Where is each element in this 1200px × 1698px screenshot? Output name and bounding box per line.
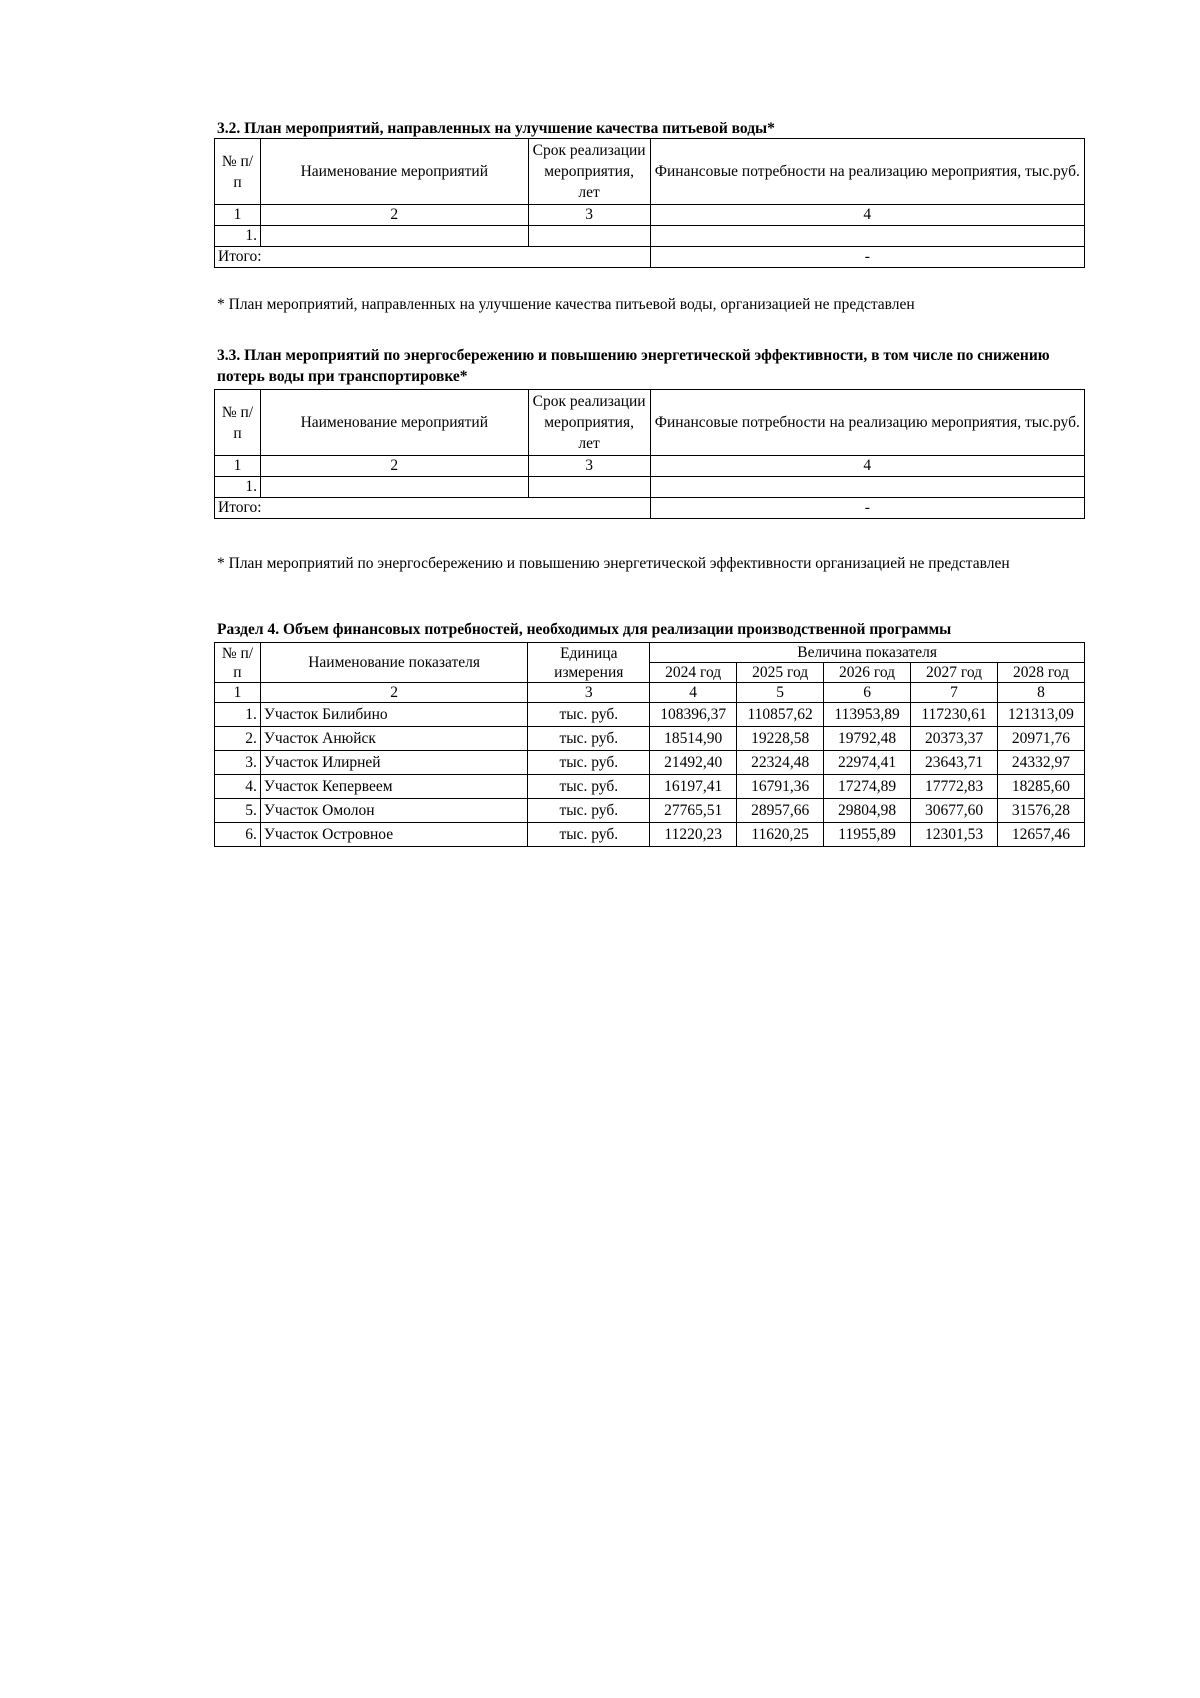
table-header-row [215, 643, 1085, 663]
col-number: 5 [737, 683, 824, 703]
row-value: 117230,61 [911, 703, 998, 727]
header-name: Наименование мероприятий [260, 139, 528, 205]
row-finance [650, 226, 1084, 247]
header-value-group: Величина показателя [650, 643, 1085, 663]
row-num: 1. [215, 703, 261, 727]
header-year: 2026 год [824, 663, 911, 683]
row-value: 29804,98 [824, 799, 911, 823]
row-unit: тыс. руб. [528, 751, 650, 775]
row-value: 108396,37 [650, 703, 737, 727]
row-value: 31576,28 [997, 799, 1084, 823]
header-finance: Финансовые потребности на реализацию мероприятия, тыс.руб. [650, 390, 1084, 456]
total-row [215, 247, 1085, 268]
row-unit: тыс. руб. [528, 703, 650, 727]
section-4-title: Раздел 4. Объем финансовых потребностей, необходимых для реализации производственной программы [217, 621, 952, 638]
row-unit: тыс. руб. [528, 799, 650, 823]
row-finance [650, 477, 1084, 498]
col-number: 2 [260, 456, 528, 477]
row-num: 5. [215, 799, 261, 823]
col-number: 3 [528, 456, 650, 477]
total-label: Итого: [215, 498, 651, 519]
row-value: 16197,41 [650, 775, 737, 799]
header-unit: Единица измерения [528, 643, 650, 683]
row-value: 20971,76 [997, 727, 1084, 751]
row-num: 2. [215, 727, 261, 751]
row-num: 6. [215, 823, 261, 847]
row-value: 17772,83 [911, 775, 998, 799]
row-name: Участок Илирней [260, 751, 527, 775]
row-num: 4. [215, 775, 261, 799]
row-value: 22974,41 [824, 751, 911, 775]
column-numbers-row [215, 456, 1085, 477]
row-value: 113953,89 [824, 703, 911, 727]
header-name: Наименование показателя [260, 643, 527, 683]
row-value: 21492,40 [650, 751, 737, 775]
row-name: Участок Анюйск [260, 727, 527, 751]
row-value: 18285,60 [997, 775, 1084, 799]
section-3-3-note: * План мероприятий по энергосбережению и повышению энергетической эффективности организацией не представлен [217, 555, 1010, 572]
col-number: 6 [824, 683, 911, 703]
row-unit: тыс. руб. [528, 823, 650, 847]
header-finance: Финансовые потребности на реализацию мероприятия, тыс.руб. [650, 139, 1084, 205]
column-numbers-row [215, 205, 1085, 226]
header-year: 2027 год [911, 663, 998, 683]
total-value: - [650, 247, 1084, 268]
row-name: Участок Билибино [260, 703, 527, 727]
table-header-row [215, 390, 1085, 456]
header-year: 2024 год [650, 663, 737, 683]
col-number: 2 [260, 205, 528, 226]
header-num: № п/п [215, 139, 261, 205]
row-value: 11220,23 [650, 823, 737, 847]
row-value: 19228,58 [737, 727, 824, 751]
section-3-2-table [214, 138, 1085, 268]
table-header-row [215, 139, 1085, 205]
row-value: 17274,89 [824, 775, 911, 799]
total-label: Итого: [215, 247, 651, 268]
col-number: 1 [215, 456, 261, 477]
row-value: 11620,25 [737, 823, 824, 847]
table-row [215, 727, 1085, 751]
col-number: 4 [650, 205, 1084, 226]
header-name: Наименование мероприятий [260, 390, 528, 456]
row-unit: тыс. руб. [528, 775, 650, 799]
header-year: 2025 год [737, 663, 824, 683]
row-value: 12657,46 [997, 823, 1084, 847]
table-row [215, 477, 1085, 498]
section-3-3-table [214, 389, 1085, 519]
section-4-table [214, 642, 1085, 847]
col-number: 4 [650, 456, 1084, 477]
row-value: 12301,53 [911, 823, 998, 847]
table-row [215, 799, 1085, 823]
total-value: - [650, 498, 1084, 519]
row-value: 22324,48 [737, 751, 824, 775]
col-number: 7 [911, 683, 998, 703]
table-row [215, 775, 1085, 799]
col-number: 8 [997, 683, 1084, 703]
row-num: 1. [215, 477, 261, 498]
row-name: Участок Кепервеем [260, 775, 527, 799]
row-num: 3. [215, 751, 261, 775]
row-num: 1. [215, 226, 261, 247]
col-number: 3 [528, 683, 650, 703]
total-row [215, 498, 1085, 519]
col-number: 1 [215, 205, 261, 226]
row-value: 18514,90 [650, 727, 737, 751]
col-number: 1 [215, 683, 261, 703]
table-row [215, 703, 1085, 727]
row-value: 30677,60 [911, 799, 998, 823]
section-3-2-note: * План мероприятий, направленных на улучшение качества питьевой воды, организацией не представлен [217, 296, 915, 313]
col-number: 3 [528, 205, 650, 226]
row-term [528, 477, 650, 498]
section-3-2-title: 3.2. План мероприятий, направленных на улучшение качества питьевой воды* [217, 120, 775, 137]
header-term: Срок реализации мероприятия, лет [528, 139, 650, 205]
header-num: № п/п [215, 643, 261, 683]
table-row [215, 823, 1085, 847]
row-value: 16791,36 [737, 775, 824, 799]
row-value: 19792,48 [824, 727, 911, 751]
header-year: 2028 год [997, 663, 1084, 683]
row-unit: тыс. руб. [528, 727, 650, 751]
row-name [260, 226, 528, 247]
row-name [260, 477, 528, 498]
table-row [215, 751, 1085, 775]
table-row [215, 226, 1085, 247]
row-term [528, 226, 650, 247]
row-value: 27765,51 [650, 799, 737, 823]
col-number: 4 [650, 683, 737, 703]
row-name: Участок Островное [260, 823, 527, 847]
row-value: 24332,97 [997, 751, 1084, 775]
row-value: 121313,09 [997, 703, 1084, 727]
col-number: 2 [260, 683, 527, 703]
row-value: 23643,71 [911, 751, 998, 775]
row-value: 110857,62 [737, 703, 824, 727]
row-value: 11955,89 [824, 823, 911, 847]
row-name: Участок Омолон [260, 799, 527, 823]
row-value: 20373,37 [911, 727, 998, 751]
section-3-3-title: 3.3. План мероприятий по энергосбережению и повышению энергетической эффективности, в том числе по снижению потерь воды при транспортировке* [217, 347, 1050, 385]
header-num: № п/п [215, 390, 261, 456]
column-numbers-row [215, 683, 1085, 703]
row-value: 28957,66 [737, 799, 824, 823]
header-term: Срок реализации мероприятия, лет [528, 390, 650, 456]
